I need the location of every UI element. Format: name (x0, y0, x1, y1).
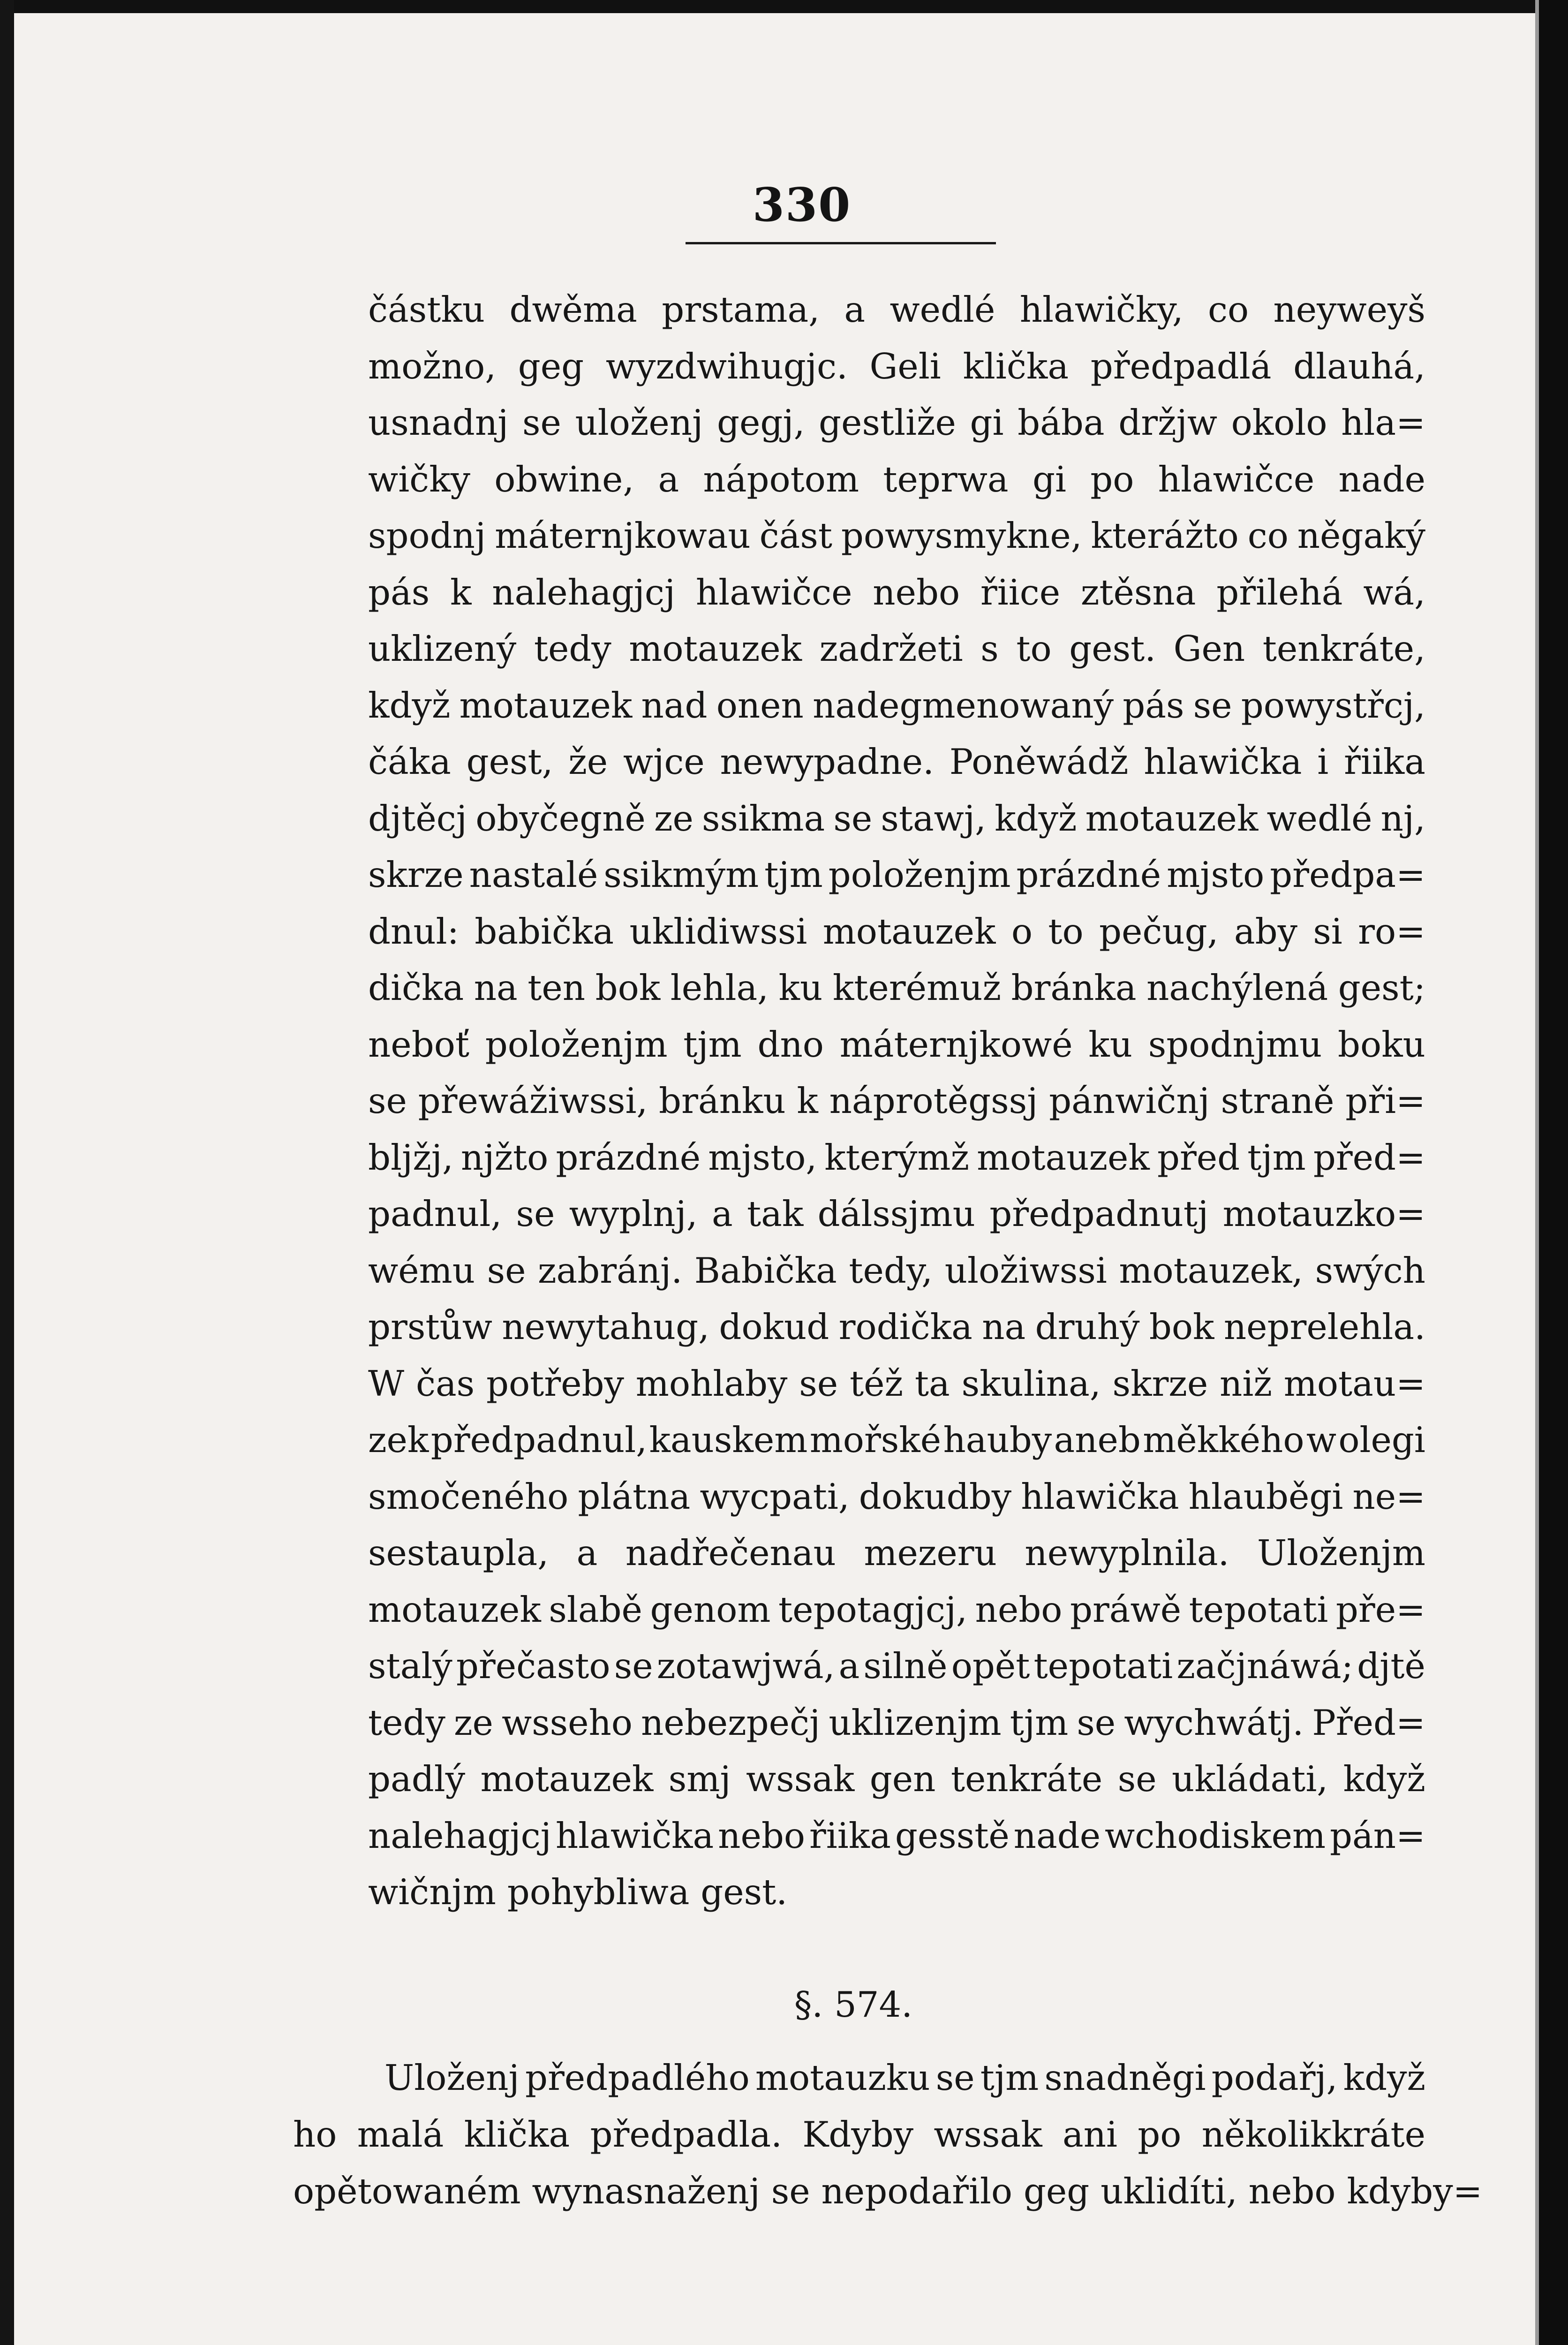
text-line: dička na ten bok lehla, ku kterémuž bránka nachýlená gest; (368, 967, 1425, 1008)
text-line: usnadnj se uloženj gegj, gestliže gi bába držjw okolo hla= (368, 402, 1425, 443)
text-line: ho malá klička předpadla. Kdyby wssak ani po několikkráte (293, 2114, 1425, 2155)
text-line: padnul, se wyplnj, a tak dálssjmu předpadnutj motauzko= (368, 1193, 1425, 1234)
text-line: padlý motauzek smj wssak gen tenkráte se ukládati, když (368, 1758, 1425, 1800)
text-line: sestaupla, a nadřečenau mezeru newyplnila. Uloženjm (368, 1532, 1425, 1573)
text-line: bljžj, njžto prázdné mjsto, kterýmž motauzek před tjm před= (368, 1136, 1425, 1178)
scan-border-left (0, 0, 14, 2345)
text-line: zek předpadnul, kauskem mořské hauby aneb měkkého w olegi (368, 1419, 1425, 1460)
text-line: uklizený tedy motauzek zadržeti s to gest. Gen tenkráte, (368, 628, 1425, 669)
text-line: se přewážiwssi, bránku k náprotěgssj pánwičnj straně při= (368, 1080, 1425, 1121)
header-rule (686, 242, 996, 244)
text-line: opětowaném wynasnaženj se nepodařilo geg uklidíti, nebo kdyby= (293, 2171, 1483, 2212)
text-line: smočeného plátna wycpati, dokudby hlawička hlauběgi ne= (368, 1475, 1425, 1517)
text-line: když motauzek nad onen nadegmenowaný pás se powystřcj, (368, 684, 1425, 726)
text-line: neboť položenjm tjm dno máternjkowé ku spodnjmu boku (368, 1023, 1425, 1065)
text-line: spodnj máternjkowau část powysmykne, kterážto co něgaký (368, 515, 1425, 556)
text-line: dnul: babička uklidiwssi motauzek o to pečug, aby si ro= (368, 910, 1425, 952)
text-line: stalý přečasto se zotawjwá, a silně opět tepotati začjnáwá; djtě (368, 1645, 1425, 1687)
page-number: 330 (752, 178, 852, 232)
text-line: Uloženj předpadlého motauzku se tjm snadněgi podařj, když (384, 2057, 1425, 2098)
text-line: djtěcj obyčegně ze ssikma se stawj, když motauzek wedlé nj, (368, 797, 1425, 839)
text-line: W čas potřeby mohlaby se též ta skulina, skrze niž motau= (368, 1362, 1425, 1404)
text-line: skrze nastalé ssikmým tjm položenjm prázdné mjsto předpa= (368, 854, 1425, 895)
text-line: možno, geg wyzdwihugjc. Geli klička předpadlá dlauhá, (368, 345, 1425, 387)
text-line: čáka gest, že wjce newypadne. Poněwádž hlawička i řiika (368, 741, 1425, 782)
text-line: částku dwěma prstama, a wedlé hlawičky, co neyweyš (368, 289, 1425, 330)
text-line: wičky obwine, a nápotom teprwa gi po hlawičce nade (368, 458, 1425, 500)
text-line: motauzek slabě genom tepotagjcj, nebo práwě tepotati pře= (368, 1589, 1425, 1630)
text-line: pás k nalehagjcj hlawičce nebo řiice ztěsna přilehá wá, (368, 571, 1425, 613)
text-line: tedy ze wsseho nebezpečj uklizenjm tjm se wychwátj. Před= (368, 1702, 1425, 1743)
text-line: nalehagjcj hlawička nebo řiika gesstě nade wchodiskem pán= (368, 1815, 1425, 1856)
scan-border-right-edge (1535, 0, 1539, 2345)
section-heading: §. 574. (794, 1984, 913, 2025)
text-line: prstůw newytahug, dokud rodička na druhý bok neprelehla. (368, 1306, 1425, 1347)
scan-border-right (1539, 0, 1568, 2345)
text-line: wičnjm pohybliwa gest. (368, 1871, 788, 1913)
text-line: wému se zabránj. Babička tedy, uložiwssi motauzek, swých (368, 1249, 1425, 1291)
scan-border-top (0, 0, 1568, 13)
